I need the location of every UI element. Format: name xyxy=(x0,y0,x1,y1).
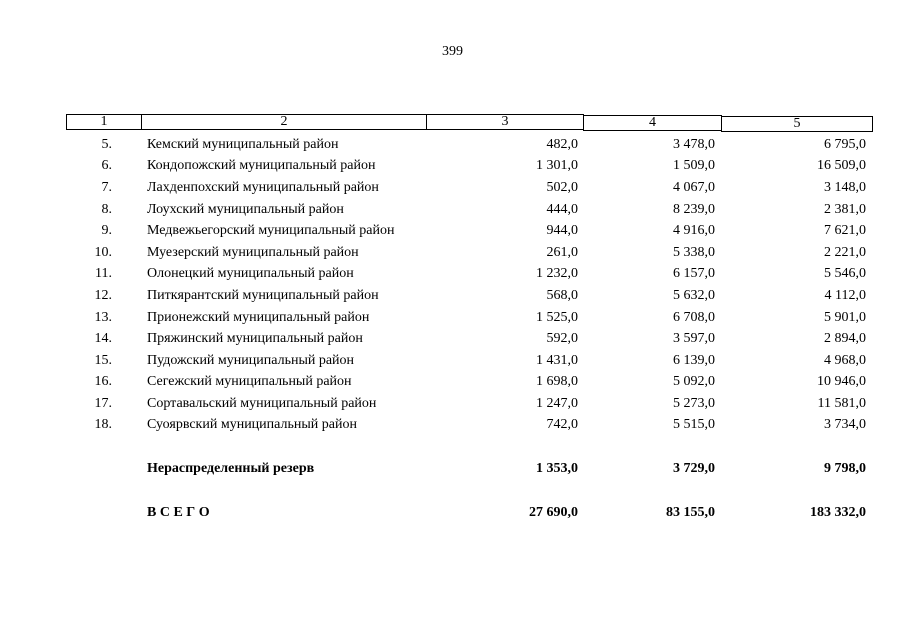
value-col-5: 7 621,0 xyxy=(824,223,866,238)
row-number: 17. xyxy=(94,396,112,411)
value-col-4: 5 515,0 xyxy=(673,417,715,432)
district-name: Муезерский муниципальный район xyxy=(147,245,359,260)
column-header-1: 1 xyxy=(66,114,142,130)
reserve-value-col-5: 9 798,0 xyxy=(824,461,866,476)
value-col-3: 1 698,0 xyxy=(536,374,578,389)
table-row xyxy=(0,156,905,176)
value-col-3: 444,0 xyxy=(546,202,578,217)
value-col-4: 1 509,0 xyxy=(673,158,715,173)
column-header-3: 3 xyxy=(426,114,584,130)
value-col-3: 1 232,0 xyxy=(536,266,578,281)
district-name: Питкярантский муниципальный район xyxy=(147,288,379,303)
table-row xyxy=(0,178,905,198)
value-col-3: 1 525,0 xyxy=(536,310,578,325)
value-col-5: 6 795,0 xyxy=(824,137,866,152)
table-row xyxy=(0,135,905,155)
value-col-3: 261,0 xyxy=(546,245,578,260)
district-name: Лахденпохский муниципальный район xyxy=(147,180,379,195)
value-col-4: 5 273,0 xyxy=(673,396,715,411)
value-col-5: 10 946,0 xyxy=(817,374,866,389)
value-col-4: 3 597,0 xyxy=(673,331,715,346)
table-row xyxy=(0,372,905,392)
row-number: 12. xyxy=(94,288,112,303)
district-name: Кондопожский муниципальный район xyxy=(147,158,376,173)
table-row xyxy=(0,308,905,328)
value-col-3: 742,0 xyxy=(546,417,578,432)
table-row xyxy=(0,415,905,435)
table-row xyxy=(0,351,905,371)
district-name: Суоярвский муниципальный район xyxy=(147,417,357,432)
value-col-5: 4 968,0 xyxy=(824,353,866,368)
district-name: Пряжинский муниципальный район xyxy=(147,331,363,346)
district-name: Олонецкий муниципальный район xyxy=(147,266,354,281)
value-col-4: 8 239,0 xyxy=(673,202,715,217)
row-number: 7. xyxy=(101,180,112,195)
table-row xyxy=(0,394,905,414)
column-header-2: 2 xyxy=(141,114,427,130)
value-col-5: 4 112,0 xyxy=(824,288,866,303)
row-number: 16. xyxy=(94,374,112,389)
total-value-col-3: 27 690,0 xyxy=(529,505,578,520)
row-number: 11. xyxy=(95,266,112,281)
district-name: Пудожский муниципальный район xyxy=(147,353,355,368)
value-col-3: 944,0 xyxy=(546,223,578,238)
row-number: 18. xyxy=(94,417,112,432)
value-col-5: 2 221,0 xyxy=(824,245,866,260)
value-col-4: 4 067,0 xyxy=(673,180,715,195)
total-value-col-4: 83 155,0 xyxy=(666,505,715,520)
row-number: 9. xyxy=(101,223,112,238)
row-number: 5. xyxy=(101,137,112,152)
table-row xyxy=(0,286,905,306)
value-col-5: 3 148,0 xyxy=(824,180,866,195)
total-value-col-5: 183 332,0 xyxy=(810,505,866,520)
value-col-5: 3 734,0 xyxy=(824,417,866,432)
value-col-5: 16 509,0 xyxy=(817,158,866,173)
value-col-3: 568,0 xyxy=(546,288,578,303)
value-col-4: 5 092,0 xyxy=(673,374,715,389)
row-number: 13. xyxy=(94,310,112,325)
district-name: Сегежский муниципальный район xyxy=(147,374,352,389)
reserve-value-col-3: 1 353,0 xyxy=(536,461,578,476)
value-col-3: 482,0 xyxy=(546,137,578,152)
value-col-3: 502,0 xyxy=(546,180,578,195)
value-col-4: 5 632,0 xyxy=(673,288,715,303)
district-name: Кемский муниципальный район xyxy=(147,137,339,152)
row-number: 14. xyxy=(94,331,112,346)
reserve-label: Нераспределенный резерв xyxy=(147,461,315,476)
value-col-5: 2 381,0 xyxy=(824,202,866,217)
district-name: Прионежский муниципальный район xyxy=(147,310,370,325)
page-number: 399 xyxy=(442,44,463,59)
district-name: Медвежьегорский муниципальный район xyxy=(147,223,395,238)
column-header-4: 4 xyxy=(583,115,722,131)
value-col-5: 5 546,0 xyxy=(824,266,866,281)
value-col-3: 1 247,0 xyxy=(536,396,578,411)
row-number: 10. xyxy=(94,245,112,260)
value-col-4: 6 157,0 xyxy=(673,266,715,281)
district-name: Лоухский муниципальный район xyxy=(147,202,344,217)
value-col-5: 5 901,0 xyxy=(824,310,866,325)
table-row xyxy=(0,221,905,241)
value-col-4: 6 708,0 xyxy=(673,310,715,325)
table-row xyxy=(0,243,905,263)
value-col-3: 1 301,0 xyxy=(536,158,578,173)
value-col-4: 5 338,0 xyxy=(673,245,715,260)
total-label: В С Е Г О xyxy=(147,505,210,520)
row-number: 8. xyxy=(101,202,112,217)
column-header-5: 5 xyxy=(721,116,873,132)
row-number: 6. xyxy=(101,158,112,173)
reserve-row xyxy=(0,459,905,479)
district-name: Сортавальский муниципальный район xyxy=(147,396,377,411)
table-row xyxy=(0,200,905,220)
table-row xyxy=(0,329,905,349)
row-number: 15. xyxy=(94,353,112,368)
total-row xyxy=(0,503,905,523)
value-col-5: 11 581,0 xyxy=(817,396,866,411)
value-col-3: 1 431,0 xyxy=(536,353,578,368)
value-col-4: 6 139,0 xyxy=(673,353,715,368)
table-row xyxy=(0,264,905,284)
value-col-5: 2 894,0 xyxy=(824,331,866,346)
value-col-4: 4 916,0 xyxy=(673,223,715,238)
reserve-value-col-4: 3 729,0 xyxy=(673,461,715,476)
value-col-3: 592,0 xyxy=(546,331,578,346)
value-col-4: 3 478,0 xyxy=(673,137,715,152)
